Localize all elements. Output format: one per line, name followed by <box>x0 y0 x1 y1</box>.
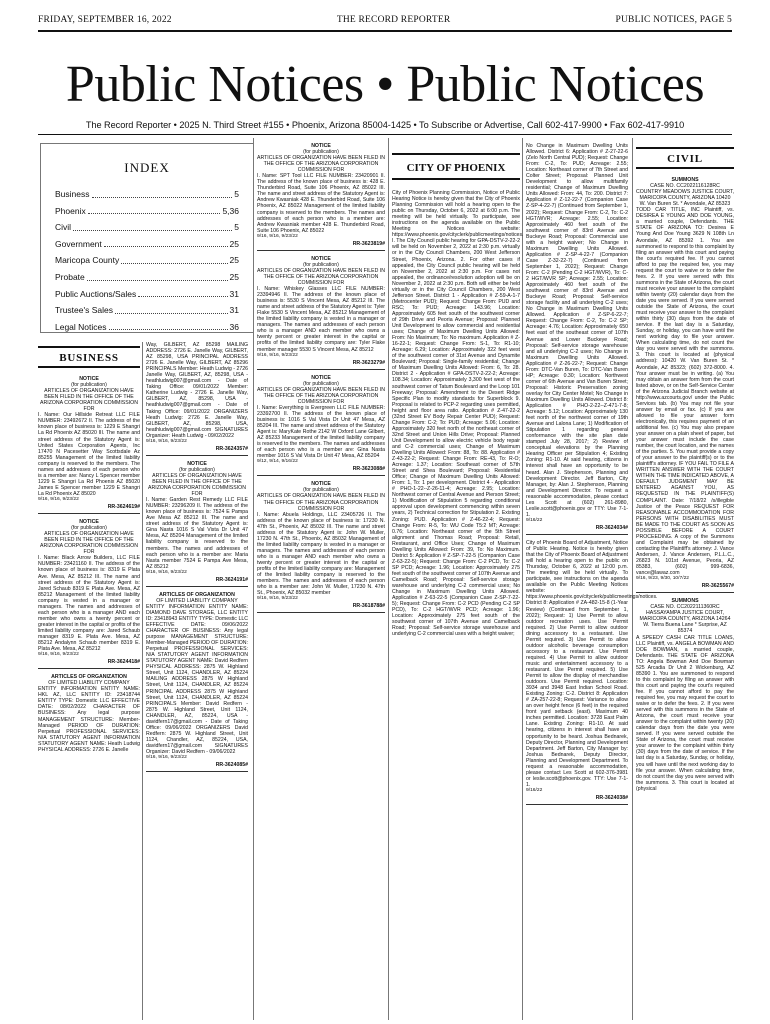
section-heading-business: BUSINESS <box>38 346 140 368</box>
index-item <box>55 252 239 269</box>
notice-separator <box>146 771 248 772</box>
index-item-label: Maricopa County <box>55 255 120 266</box>
notice-subtitle: (for publication) <box>71 525 107 532</box>
index-title: INDEX <box>124 160 170 175</box>
notice-subtitle: (for publication) <box>303 487 339 494</box>
notice-title: ARTICLES OF ORGANIZATION <box>159 591 235 598</box>
notice-title: SUMMONS <box>671 598 699 605</box>
index-box <box>40 143 254 333</box>
notice-title: ARTICLES OF ORGANIZATION <box>51 674 127 681</box>
notice <box>146 461 248 583</box>
notice-subtitle: OF LIMITED LIABILITY COMPANY <box>156 597 238 604</box>
notice-subtitle: (for publication) <box>71 382 107 389</box>
notice-run-dates: 9/16, 9/16, 9/23/22 <box>257 352 298 358</box>
notice-run-dates: 9/16, 9/16, 9/23/22 <box>38 652 79 658</box>
notice <box>636 177 734 589</box>
notice <box>257 375 385 473</box>
contact-rule <box>38 134 732 135</box>
notice <box>636 598 734 792</box>
index-item-label: Legal Notices <box>55 321 107 332</box>
index-leader-dots <box>87 269 228 281</box>
notice-subtitle: (for publication) <box>303 380 339 387</box>
index-item-page: 25 <box>229 238 239 249</box>
contact-line: The Record Reporter • 2025 N. Third Street #155 • Phoenix, Arizona 85004-1425 • To Subscribe or Advertise, Call 602-417-9900 • Fax 602-417-9910 <box>85 120 685 130</box>
notice-separator <box>146 455 248 456</box>
notice-title: NOTICE <box>79 519 99 526</box>
column-divider <box>632 138 633 1020</box>
notice-reference: RR-3624191# <box>215 576 248 583</box>
notice-heading: COUNTRY MEADOWS JUSTICE COURT, MARICOPA COUNTY, ARIZONA 10420 W. Van Buren St. * Avondale, AZ 85323 <box>636 189 734 208</box>
index-item-page: 5 <box>234 222 239 233</box>
notice-run-dates: 9/16, 9/16, 9/23/22 <box>146 438 187 444</box>
notice-reference: RR-3618788# <box>352 603 385 610</box>
publication-name: THE RECORD REPORTER <box>336 15 451 25</box>
index-leader-dots <box>73 219 232 231</box>
notice-body: No Change in Maximum Dwelling Units Allowed. District 6: Application # Z-27-22-6 (Zelo North Central PUD); Request: Change From: C-2, To: PUD; Acreage: 2.55; Location: Northeast corner of 7th Street and Colter Street; Proposal: Planned Unit Development to allow multifamily residential; Change of Maximum Dwelling Units Allowed: From: 44, To: 200. District 7: Application # Z-12-22-7 (Companion Case Z-SP-4-22-7) (Continued from September 1, 2022); Request: Change From: C-2, To: C-2 HGT/WVR; Acreage: 2.55; Location: Approximately 460 feet south of the southwest corner of 83rd Avenue and Buckeye Road; Proposal: Commercial use with a height waiver; No Change in Maximum Dwelling Units Allowed. Application # Z-SP-4-22-7 (Companion Case Z-32-22-7) (Continued from September 1, 2022); Request: Change From: C-2 (Pending C-2 HGT/WVR), To: C-2 HGT/WVR SP; Acreage: 2.55; Location: Approximately 460 feet south of the southwest corner of 83rd Avenue and Buckeye Road; Proposal: Self-service storage facility and all underlying C-2 uses; No Change in Maximum Dwelling Units Allowed. Application # Z-SP-6-22-7; Request: Change From: C-2, To: C-2 SP; Acreage: 4.76; Location: Approximately 650 feet east of the southeast corner of 107th Avenue and Lower Buckeye Road; Proposal: Self-service storage warehouse and all underlying C-2 uses; No Change in Maximum Dwelling Units Allowed. Application # Z-26-22-7; Request: Change From: DTC-Van Buren, To: DTC-Van Buren HP; Acreage: 0.30; Location: Northwest corner of 6th Avenue and Van Buren Street; Proposal: Historic Preservation zoning overlay for City Center Motel; No Change in Maximum Dwelling Units Allowed. District 8: Application # PHO-2-22--Z-471-7-8; Acreage: 5.12; Location: Approximately 130 feet north of the northwest corner of 19th Avenue and Lalona Lane; 1) Modification of Stipulation 1 regarding general conformance with the site plan date stamped July 28, 2017; 2) Review of conceptual elevations by the Planning Hearing Officer per Stipulation 4; Existing Zoning: R1-10. At said hearing, citizens in interest shall have an opportunity to be heard. Alan J. Stephenson, Planning and Development Director. Jeff Barton, City Manager, by: Alan J. Stephenson, Planning and Development Director. To request a reasonable accommodation, please contact Les Scott at (602) 261-8980, Leslie.scott@phoenix.gov or TTY: Use 7-1-1. <box>526 143 628 518</box>
notice <box>257 143 385 247</box>
notice <box>38 674 140 753</box>
notice-separator <box>38 668 140 669</box>
index-leader-dots <box>109 319 228 331</box>
notice-body: A SPEEDY CASH CAR TITLE LOANS, LLC Plaintiff, vs. ANGELA BOWMAN AND DOE BOWMAN, a married couple, Defendants. THE STATE OF ARIZONA TO: Angela Bowman And Doe Bowman 525 Arcadia Dr Unit 2 Wickenburg, AZ 85390 1. You are summoned to respond to this complaint by filing an answer with this court and paying the court's required fee. If you cannot afford to pay the required fee, you may request the court to waive or to defer the fees. 2. If you were served with this summons in the State of Arizona, the court must receive your answer to the complaint within twenty (20) calendar days from the date you were served. If you were served outside the State of Arizona, the court must receive your answer to the complaint within thirty (30) days from the date of service. If the last day is a Saturday, Sunday, or holiday, you will have until the next working day to file your answer. When calculating time, do not count the day you were served with the summons. 3. This court is located at (physical <box>636 634 734 792</box>
notice-reference: RR-3624085# <box>215 762 248 769</box>
notice-heading: ARTICLES OF ORGANIZATION HAVE BEEN FILED IN THE OFFICE OF THE ARIZONA CORPORATION COMMISSION FOR <box>148 472 246 498</box>
notice-separator <box>257 475 385 476</box>
page-header <box>38 12 732 28</box>
index-item-label: Trustee's Sales <box>55 305 113 316</box>
notice-separator <box>636 592 734 593</box>
notice-heading: ARTICLES OF ORGANIZATION HAVE BEEN FILED IN THE OFFICE OF THE ARIZONA CORPORATION COMMISSION FOR <box>257 267 385 286</box>
column-divider <box>388 138 389 1020</box>
column-business-left <box>38 342 140 1018</box>
notice-title: NOTICE <box>311 255 331 262</box>
notice-subtitle: (for publication) <box>303 261 339 268</box>
notice <box>38 376 140 510</box>
notice-title: NOTICE <box>311 374 331 381</box>
notice-body: I. Name: Black Arrow Builders, LLC FILE NUMBER: 23421160 II. The address of the known place of business is: 8319 E Plata Ave. Mesa, AZ 85212 III. The name and street address of the Statutory Agent is: Jared Schaub 8319 E Plata Ave. Mesa, AZ 85212 Management of the limited liability company is vested in a manager or managers. The names and addresses of each person who is a manager AND each member who owns a twenty percent or greater interest in the capital or profits of the limited liability company are: Jared Schaub manager 8319 E. Plata Ave. Mesa, AZ 85212 Andalynn Schaub member 8319 E. Plata Ave. Mesa, AZ 85212 <box>38 555 140 653</box>
notice-heading: ARTICLES OF ORGANIZATION HAVE BEEN FILED IN THE OFFICE OF THE ARIZONA CORPORATION COMMISSION FOR <box>257 493 385 512</box>
notice-separator <box>146 586 248 587</box>
notice-body: I. Name: Our Hillside Retreat LLC FILE NUMBER: 23492672 II. The address of the known place of business is: 1229 E Shangri La Rd Phoenix AZ 85020 III. The name and street address of the Statutory Agent is: United States Corporation Agents, Inc 17470 N Pacesetter Way Scottsdale Az 85255 Management of the limited liability company is reserved to the members. The names and addresses of each person who is a member are: Nancy L Spencer member 1229 E Shangri La Rd Phoenix AZ 85020 James E Spencer member 1229 E Shangri La Rd Phoenix AZ 85020 <box>38 412 140 497</box>
notice-body: I. Name: Abuela Holdings, LLC 23405726 II. The address of the known place of business is: 17230 N. 47th St., Phoenix, AZ 85032 III. The name and street address of the Statutory Agent is: John W. Muller, 17230 N. 47th St., Phoenix, AZ 85032 Management of the limited liability company is vested in a manager or managers. The names and addresses of each person who is a manager AND each member who owns a twenty percent or greater interest in the capital or profits of the limited liability company are: Management of the limited liability company is reserved to the members. The names and addresses of each person who is a member are: John W. Muller, 17230 N. 47th St., Phoenix, AZ 85032 member <box>257 511 385 597</box>
notice-body: TODD CAR TITLE, INC Plaintiff, vs. DESIREA E YOUNG AND DOE YOUNG, a married couple, Defendants. THE STATE OF ARIZONA TO: Desirea E Young And Doe Young 3629 N 108th Ln Avondale, AZ 85392 1. You are summoned to respond to this complaint by filing an answer with this court and paying the court's required fee. If you cannot afford to pay the required fee, you may request the court to waive or to defer the fees. 2. If you were served with this summons in the State of Arizona, the court must receive your answer to the complaint within twenty (20) calendar days from the date you were served. If you were served outside the State of Arizona, the court must receive your answer to the complaint within thirty (30) days from the date of service. If the last day is a Saturday, Sunday, or holiday, you can have until the next working day to file your answer. When calculating time, do not count the day you were served with the summons. 3. This court is located at (physical address): 10420 W. Van Buren St. * Avondale, AZ 85323; (602) 372-8000. 4. Your answer must be in writing. (a) You may obtain an answer form from the court listed above, or on the Self-Service Center of the Arizona Judicial Branch website at http://www.azcourts.gov/ under the Public Services tab. (b) You may not file your answer by email or fax. (c) If you are allowed to file your answer form electronically, this requires payment of an additional fee. (c) You may also prepare your answer on a plain sheet of paper, but your answer must include the case number, the court location, and the names of the parties. 5. You must provide a copy of your answer to the plaintiff(s) or to the plaintiff's attorney. IF YOU FAIL TO FILE A WRITTEN ANSWER WITH THE COURT WITHIN THE TIME INDICATED ABOVE, A DEFAULT JUDGMENT MAY BE ENTERED AGAINST YOU, AS REQUESTED IN THE PLAINTIFF(S) COMPLAINT. Date: 7/18/22 /s/illegible Justice of the Peace REQUEST FOR REASONABLE ACCOMMODATION FOR PERSONS WITH DISABILITIES MUST BE MADE TO THE COURT AS SOON AS POSSIBLE BEFORE A COURT PROCEEDING. A copy of the Summons and Complaint may be obtained by contacting the Plaintiff's attorney: J. Vance Andersen, J. Vance Andersen, P.L.L.C., 26823 N. 101st Avenue, Peoria, AZ 85383, (602) 999-6836, vance@lawaz.com <box>636 207 734 577</box>
notice-subtitle: (for publication) <box>303 149 339 156</box>
index-item-label: Phoenix <box>55 205 86 216</box>
notice-subtitle: CASE NO. CC2022116128RC <box>650 183 720 190</box>
notice-heading: ARTICLES OF ORGANIZATION HAVE BEEN FILED IN THE OFFICE OF THE ARIZONA CORPORATION COMMISSION FOR <box>257 155 385 174</box>
column-civil <box>636 143 734 1018</box>
notice-run-dates: 9/16, 9/16, 9/23/22 <box>257 233 298 239</box>
notice-run-dates: 9/16, 9/16, 9/23/22 <box>38 496 79 502</box>
column-5 <box>526 143 658 1018</box>
index-item <box>55 236 239 253</box>
index-item <box>55 286 239 303</box>
section-heading-civil: CIVIL <box>636 147 734 169</box>
notice-reference: RR-3624357# <box>215 445 248 452</box>
notice-run-dates: 9/16, 9/16, 9/23/22 <box>257 596 298 602</box>
notice-run-dates: 9/16, 9/23, 9/30, 10/7/22 <box>636 576 690 582</box>
masthead: Public Notices • Public Notices <box>65 56 705 113</box>
index-item-label: Public Auctions/Sales <box>55 288 137 299</box>
notice <box>526 143 628 531</box>
index-item-page: 25 <box>229 271 239 282</box>
index-item <box>55 269 239 286</box>
notice-run-dates: 9/16/22 <box>526 787 543 793</box>
column-divider <box>142 342 143 1020</box>
index-leader-dots <box>121 252 227 264</box>
notice-body: I. Name: Garden Rest Remedy LLC FILE NUMBER: 23296209 II. The address of the known place of business is: 7524 E Pampa Ave Mesa AZ 85212 III. The name and street address of the Statutory Agent is: Gina Nasta 1016 S Val Vista Dr Unit 47 Mesa, AZ 85204 Management of the limited liability company is reserved to the members. The names and addresses of each person who is a member are: Maria Nasta member 7524 E Pampa Ave Mesa, AZ 85212 <box>146 497 248 570</box>
column-city-of-phoenix <box>392 143 524 1018</box>
notice-run-dates: 9/12, 9/14, 9/16/22 <box>257 459 298 465</box>
index-item <box>55 203 239 220</box>
page-label: PUBLIC NOTICES, PAGE 5 <box>615 15 732 25</box>
notice-reference: RR-3624034# <box>595 524 628 531</box>
notice-heading: ARTICLES OF ORGANIZATION HAVE BEEN FILED IN THE OFFICE OF THE ARIZONA CORPORATION COMMISSION FOR <box>40 531 138 556</box>
index-leader-dots <box>92 186 233 198</box>
notice-body: ENTITY INFORMATION ENTITY NAME: HKL AZ, LLC ENTITY ID: 23418744 ENTITY TYPE: Domestic LLC EFFECTIVE DATE: 08/02/2022 CHARACTER OF BUSINESS: Any legal purpose MANAGEMENT STRUCTURE: Member-Managed PERIOD OF DURATION: Perpetual PROFESSIONAL SERVICES: N/A STATUTORY AGENT INFORMATION STATUTORY AGENT NAME: Heath Ludwig PHYSICAL ADDRESS: 2726 E. Janelle <box>38 686 140 753</box>
column-divider <box>522 138 523 1020</box>
notice-reference: RR-3623088# <box>352 466 385 473</box>
notice-reference: RR-3624038# <box>595 794 628 801</box>
notice-subtitle: OF LIMITED LIABILITY COMPANY <box>48 680 130 687</box>
notice-reference: RR-3623819# <box>352 240 385 247</box>
notice-body: I. Name: Everything is Evergreen LLC FILE NUMBER: 23392700 II. The address of the known place of business is: 1016 S Val Vista Dr Unit 47 Mesa, AZ 85204 III. The name and street address of the Statutory Agent is: MaryKate Rothe 2142 W Oxford Lane Gilbert, AZ 85233 Management of the limited liability company is reserved to the members. The names and addresses of each person who is a member are: Gina Nasta member 1016 S Val Vista Dr Unit 47 Mesa, AZ 85204 <box>257 404 385 460</box>
index-leader-dots <box>138 286 227 298</box>
index-leader-dots <box>88 203 221 215</box>
header-rule <box>38 30 732 32</box>
index-item-page: 36 <box>229 321 239 332</box>
notice <box>257 256 385 366</box>
notice-separator <box>257 250 385 251</box>
index-item-label: Probate <box>55 271 85 282</box>
notice-reference: RR-3624418# <box>107 659 140 666</box>
index-item-page: 5 <box>234 189 239 199</box>
notice-body: City of Phoenix Planning Commission, Notice of Public Hearing Notice is hereby given that the City of Phoenix Planning Commission will hold a hearing open to the public on Thursday, October 6, 2022 at 6:00 p.m. The meeting will be held virtually. To participate, see instructions on the agenda available on the Public Meeting Notices website: https://www.phoenix.gov/cityclerk/publicmeetings/notices. I. The City Council public hearing for GPA-DSTV-2-22-2 will be held on November 2, 2022 at 2:30 p.m. virtually or in the City Council Chambers, 200 West Jefferson Street, Phoenix, Arizona. 2. For other cases if appealed, the City Council public hearing will be held on November 2, 2022 at 2:30 p.m. For cases not appealed, the ordinance/resolution adoption will be on November 2, 2022 at 2:30 p.m. Both will either be held virtually or in the City Council Chambers, 200 West Jefferson Street. District 1 - Application # Z-59-A-1-7 (Metrocenter PUD); Request: Change From: PUD and RSC; To: PUD; Acreage: 143.96; Location: Approximately 605 feet south of the southwest corner of 29th Drive and Peoria Avenue; Proposal: Planned Unit Development to allow commercial and residential uses; Change of Maximum Dwelling Units Allowed: From: No Maximum; To: No maximum. Application # Z-16-22-1; Request: Change From: S-1, To: R1-10; Acreage: 6.29; Location: Approximately 322 feet west of the southwest corner of 31st Avenue and Dynamite Boulevard; Proposal: Single-family residential; Change of Maximum Dwelling Units Allowed: From: 6, To: 28. District 2 - Application # GPA-DSTV-2-22-2; Acreage: 108.34; Location: Approximately 3,300 feet west of the southwest corner of Tatum Boulevard and the Loop 101 Freeway; Proposal: Amendment to the Desert Ridge Specific Plan to modify standards for Superblock 9. Proposal is related to PCP-2 regarding uses permitted, height and floor area ratio. Application # Z-47-22-2 (32nd Street EV Body Repair Center PUD); Request: Change From: C-2; To: PUD; Acreage: 5.06; Location: Approximately 320 feet north of the northeast corner of 32nd Street and Union Hills Drive; Proposal: Planned Unit Development to allow electric vehicle body repair and C-2 commercial uses; Change of Maximum Dwelling Units Allowed: From: 88, To: 88. Application # Z-43-22-2; Request: Change From: RE-43, To: R-O; Acreage: 1.37; Location: Southeast corner of 57th Street and Shea Boulevard; Proposal: Residential Office; Change of Maximum Dwelling Units Allowed: From: 1, To: 1 per development. District 4 - Application # PHO-1-22--Z-26-11-4; Acreage: 2.95; Location: Northwest corner of Central Avenue and Pierson Street; 1) Modification of Stipulation 5 regarding conditional approval upon development commencing within seven years, 2) Technical correction for Stipulation 2. Existing Zoning: PUD. Application # Z-46-22-4; Request: Change From: R-5, To: WU Code T5:2 MT; Acreage: 0.76; Location: Northeast corner of the 5th Street alignment and Thomas Road; Proposal: Retail, Restaurant, and Office Uses; Change of Maximum Dwelling Units Allowed: From: 39, To: No Maximum. District 5: Application # Z-SP-7-22-5 (Companion Case Z-63-22-5); Request: Change From: C-2 PCD, To: C-2 SP PCD; Acreage: 1.96; Location: Approximately 275 feet south of the southwest corner of 107th Avenue and Camelback Road; Proposal: Self-service storage warehouse and underlying C-2 commercial uses; No Change in Maximum Dwelling Units Allowed. Application # Z-63-22-5 (Companion Case Z-SP-7-22-5); Request: Change From: C-2 PCD (Pending C-2 SP PCD), To: C-2 HGT/WVR PCD; Acreage: 1.96; Location: Approximately 275 feet south of the southwest corner of 107th Avenue and Camelback Road; Proposal: Self-service storage warehouse and underlying C-2 commercial uses with a height waiver; <box>392 190 524 638</box>
column-business-right <box>146 342 248 1018</box>
notice-body: ENTITY INFORMATION ENTITY NAME: DIAMOND DAVE STORAGE, LLC ENTITY ID: 23418943 ENTITY TYPE: Domestic LLC EFFECTIVE DATE: 09/06/2022 CHARACTER OF BUSINESS: Any legal purpose MANAGEMENT STRUCTURE: Member-Managed PERIOD OF DURATION: Perpetual PROFESSIONAL SERVICES: N/A STATUTORY AGENT INFORMATION STATUTORY AGENT NAME: David Redfern PHYSICAL ADDRESS: 2875 W. Highland Street, Unit 1124, CHANDLER, AZ 85224 MAILING ADDRESS 2875 W Highland Street, Unit 1124, CHANDLER, AZ 85224 PRINCIPAL ADDRESS 2875 W Highland Street, Unit 1124, CHANDLER, AZ 85224 PRINCIPALS Member: David Redfern - 2875 W. Highland Street, Unit 1124, CHANDLER, AZ, 85224, USA - davidfern17@gmail.com - Date of Taking Office: 09/06/2022 ORGANIZERS David Redfern: 2875 W. Highland Street, Unit 1124, Chandler, AZ, 85224, USA, davidfern17@gmail.com SIGNATURES Organizer: David Redfern - 09/06/2022 <box>146 603 248 755</box>
index-item <box>55 219 239 236</box>
notice <box>146 592 248 768</box>
notice-title: SUMMONS <box>671 177 699 184</box>
notice-body: I. Name: Whiskey Glasses LLC FILE NUMBER: 23394946 II. The address of the known place of business is: 5530 S Vincent Mesa, AZ 85212 III. The name and street address of the Statutory Agent is: Tyler Flake 5530 S Vincent Mesa, AZ 85212 Management of the limited liability company is vested in a manager or managers. The names and addresses of each person who is a manager AND each member who owns a twenty percent or greater interest in the capital or profits of the limited liability company are: Tyler Flake member manager 5530 S Vincent Mesa, AZ 85212 <box>257 286 385 353</box>
index-item-page: 5,36 <box>222 205 239 216</box>
index-list <box>55 186 239 335</box>
index-leader-dots <box>115 302 228 314</box>
index-item-page: 31 <box>229 305 239 316</box>
index-item-page: 31 <box>229 288 239 299</box>
notice <box>257 481 385 609</box>
notice-subtitle: (for publication) <box>179 466 215 473</box>
notice <box>146 342 248 452</box>
notice <box>392 190 524 638</box>
notice-separator <box>526 804 628 805</box>
index-item-page: 25 <box>229 255 239 266</box>
notice-reference: RR-3624619# <box>107 504 140 511</box>
notice <box>526 540 658 801</box>
notice-heading: HASSAYAMPA JUSTICE COURT, MARICOPA COUNTY, ARIZONA 14264 W. Tierra Buena Lane * Surprise, AZ 85374 <box>639 610 731 635</box>
notice-title: NOTICE <box>187 460 207 467</box>
notice-body: Way, GILBERT, AZ 85298 MAILING ADDRESS: 2726 E. Janelle Way, GILBERT, AZ 85298, USA PRINCIPAL ADDRESS 2726 E. Janelle Way, GILBERT, AZ 85296 PRINCIPALS Member: Heath Ludwig - 2726 Janelle Way, GILBERT, AZ, 85298, USA - heathludwig007@gmail.com - Date of Taking Office: 09/01/2022 Member: Katherine Ludwig - 2726 E. Janelle Way, GILBERT, AZ, 85298, USA - heathludwig007@gmail.com - Date of Taking Office: 09/01/2022 ORGANIZERS Heath Ludwig: 2726 E. Janelle Way, GILBERT, AZ, 85298, USA, heathludwig007@gmail.com SIGNATURES Organizer: Heath Ludwig - 09/02/2022 <box>146 342 248 439</box>
index-item-label: Government <box>55 238 102 249</box>
column-3 <box>257 143 385 1018</box>
index-leader-dots <box>104 236 228 248</box>
notice-title: NOTICE <box>79 376 99 383</box>
section-heading-city: CITY OF PHOENIX <box>392 153 520 180</box>
notice-separator <box>38 513 140 514</box>
notice-reference: RR-3623279# <box>352 359 385 366</box>
notice-body: City of Phoenix Board of Adjustment, Notice of Public Hearing. Notice is hereby given that the City of Phoenix Board of Adjustment will hold a hearing open to the public on Thursday, October 6, 2022 at 12:00 p.m. The meeting will be held virtually. To participate, see instructions on the agenda available on the Public Meeting Notices website: https://www.phoenix.gov/cityclerk/publicmeetings/notices. District 8: Application # ZA-482-15-8 (1-Year Review) (Continued from September 1, 2022); Request: 1) Use Permit to allow outdoor recreation uses. Use Permit required. 2) Use Permit to allow outdoor dining accessory to a restaurant. Use Permit required. 3) Use Permit to allow outdoor alcoholic beverage consumption accessory to a restaurant. Use Permit required. 4) Use Permit to allow outdoor music and entertainment accessory to a restaurant. Use Permit required. 5) Use Permit to allow the display of merchandise outdoors. Use Permit required. Location: 3934 and 3948 East Indian School Road. Existing Zoning: C-2. District 8: Application # ZA-257-22-8; Request: Variance to allow an over height fence (6 feet) in the required front yard setback (east). Maximum 40 inches permitted. Location: 3728 East Palm Lane. Existing Zoning: R1-10. At said hearing, citizens in interest shall have an opportunity to be heard. Joshua Bednarek, Deputy Director, Planning and Development Department. Jeff Barton, City Manager by: Joshua Bednarek, Deputy Director, Planning and Development Department. To request a reasonable accommodation, please contact Les Scott at 602-376-3981 or leslie.scott@phoenix.gov. TTY: Use 7-1-1. <box>526 540 658 788</box>
notice-heading: ARTICLES OF ORGANIZATION HAVE BEEN FILED IN THE OFFICE OF THE ARIZONA CORPORATION COMMISSION FOR <box>257 386 385 405</box>
index-item <box>55 186 239 203</box>
notice-separator <box>257 369 385 370</box>
notice-body: I. Name: SPT Tool LLC FILE NUMBER: 23420901 II. The address of the known place of business is: 428 E. Thunderbird Road, Suite 106 Phoenix, AZ 85022 III. The name and street address of the Statutory Agent is: Andrew Kwasniak 428 E. Thunderbird Road, Suite 106 Phoenix, AZ 85022 Management of the limited liability company is reserved to the members. The names and addresses of each person who is a member are: Andrew Kwasniak member 428 E. Thunderbird Road, Suite 106 Phoenix, AZ 85022 <box>257 173 385 234</box>
notice <box>38 519 140 665</box>
index-item <box>55 319 239 336</box>
notice-run-dates: 9/16/22 <box>526 517 543 523</box>
notice-run-dates: 9/16, 9/16, 9/23/22 <box>146 569 187 575</box>
notice-separator <box>526 534 628 535</box>
notice-title: NOTICE <box>311 143 331 149</box>
index-item <box>55 302 239 319</box>
index-item-label: Civil <box>55 222 72 233</box>
index-item-label: Business <box>55 189 90 199</box>
notice-heading: ARTICLES OF ORGANIZATION HAVE BEEN FILED IN THE OFFICE OF THE ARIZONA CORPORATION COMMISSION FOR <box>40 388 138 413</box>
notice-reference: RR-3625567# <box>701 583 734 590</box>
notice-title: NOTICE <box>311 481 331 488</box>
notice-separator <box>257 612 385 613</box>
issue-date: FRIDAY, SEPTEMBER 16, 2022 <box>38 15 172 25</box>
notice-subtitle: CASE NO. CC2022111360RC <box>650 604 720 611</box>
notice-run-dates: 9/16, 9/16, 9/23/22 <box>146 755 187 761</box>
